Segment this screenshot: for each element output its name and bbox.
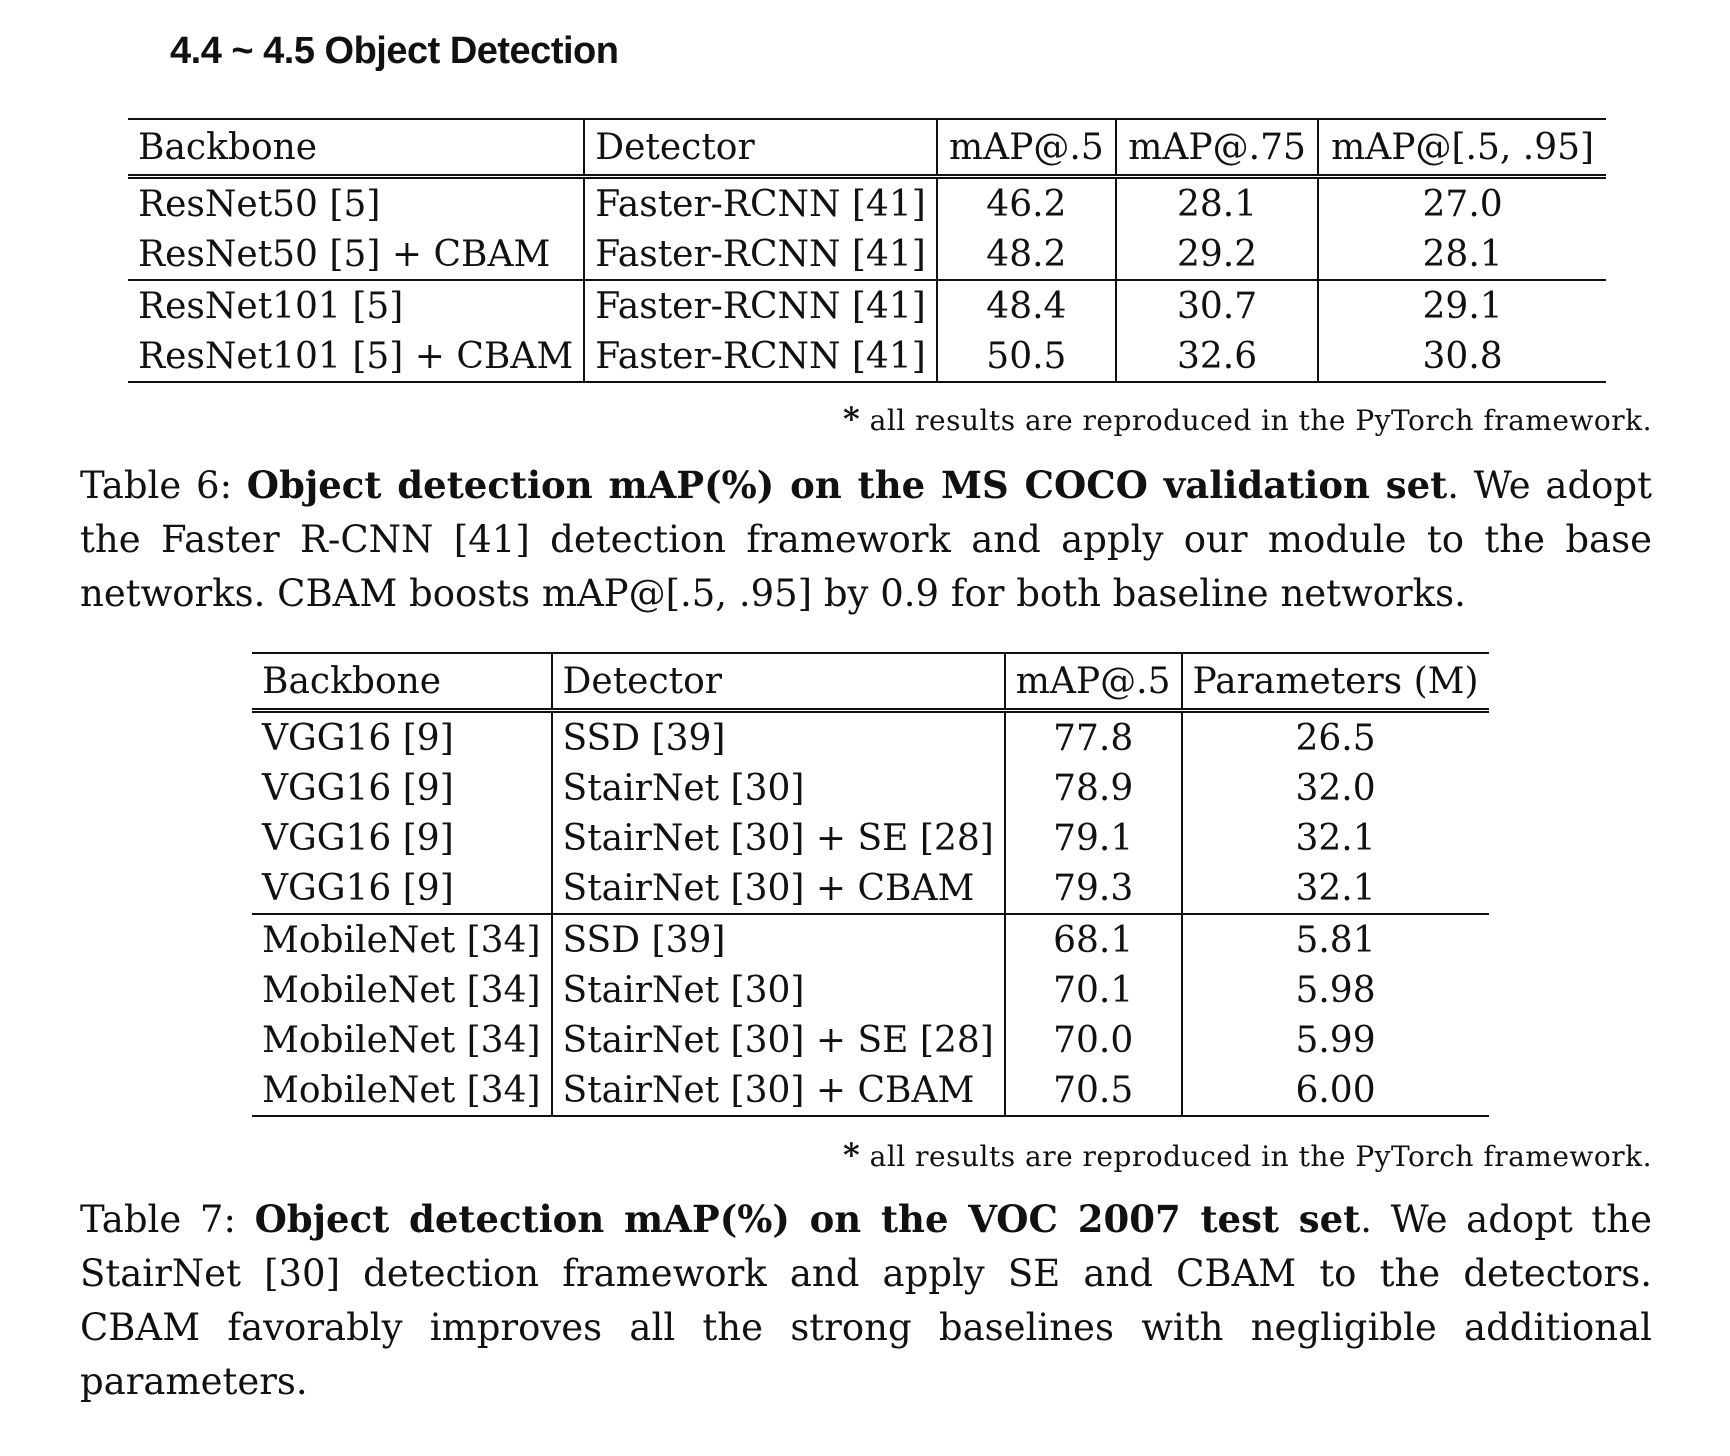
table-row	[252, 863, 1489, 914]
cell-backbone: VGG16 [9]	[252, 863, 552, 914]
cell-map-50: 48.2	[937, 229, 1116, 280]
table-row	[252, 1015, 1489, 1065]
cell-parameters: 32.0	[1295, 767, 1376, 809]
cell-backbone: VGG16 [9]	[252, 813, 552, 863]
header-map-50: mAP@.5	[1005, 653, 1182, 711]
table-row	[252, 965, 1489, 1015]
header-map-75: mAP@.75	[1116, 119, 1318, 177]
cell-parameters: 32.1	[1295, 867, 1376, 909]
footnote-star: *	[843, 400, 861, 438]
header-backbone: Backbone	[128, 119, 584, 177]
table-row	[252, 711, 1489, 764]
cell-map-50: 70.1	[1005, 965, 1182, 1015]
cell-detector: StairNet [30]	[552, 763, 1005, 813]
cell-detector: SSD [39]	[552, 711, 1005, 764]
cell-map-50: 70.5	[1005, 1065, 1182, 1116]
table-row	[252, 763, 1489, 813]
table-row	[252, 1065, 1489, 1116]
footnote-text: all results are reproduced in the PyTorch framework.	[869, 404, 1652, 437]
caption-label: Table 6:	[80, 464, 233, 507]
table-7-header-row	[252, 653, 1489, 711]
cell-map-50: 48.4	[937, 280, 1116, 331]
cell-map-75: 32.6	[1116, 331, 1318, 382]
cell-parameters: 6.00	[1182, 1065, 1489, 1116]
cell-backbone: MobileNet [34]	[252, 1065, 552, 1116]
table-row	[128, 177, 1606, 230]
cell-detector: StairNet [30] + SE [28]	[552, 813, 1005, 863]
cell-detector: Faster-RCNN [41]	[584, 177, 937, 230]
caption-bold: Object detection mAP(%) on the VOC 2007 test set	[254, 1197, 1361, 1241]
cell-backbone: MobileNet [34]	[252, 1015, 552, 1065]
header-parameters: Parameters (M)	[1182, 653, 1489, 711]
table-6-header-row	[128, 119, 1606, 177]
header-detector: Detector	[552, 653, 1005, 711]
section-heading: 4.4 ~ 4.5 Object Detection	[170, 30, 619, 72]
cell-map-50: 46.2	[937, 177, 1116, 230]
caption-bold: Object detection mAP(%) on the MS COCO validation set	[246, 463, 1448, 507]
cell-backbone: MobileNet [34]	[252, 914, 552, 965]
cell-detector: SSD [39]	[552, 914, 1005, 965]
cell-parameters: 26.5	[1295, 717, 1376, 759]
cell-backbone: ResNet101 [5] + CBAM	[128, 331, 584, 382]
header-map-50-95: mAP@[.5, .95]	[1318, 119, 1606, 177]
cell-parameters: 5.99	[1295, 1019, 1376, 1061]
cell-parameters: 5.98	[1295, 969, 1376, 1011]
caption-label: Table 7:	[80, 1198, 236, 1241]
cell-parameters: 32.1	[1295, 817, 1376, 859]
cell-map-75: 30.7	[1116, 280, 1318, 331]
table-row	[128, 280, 1606, 331]
header-detector: Detector	[584, 119, 937, 177]
table-6-footnote	[843, 400, 1652, 438]
cell-detector: Faster-RCNN [41]	[584, 331, 937, 382]
cell-map-75: 28.1	[1116, 177, 1318, 230]
table-row	[128, 229, 1606, 280]
cell-map-50: 79.3	[1005, 863, 1182, 914]
cell-detector: StairNet [30] + CBAM	[552, 1065, 1005, 1116]
table-7-footnote	[843, 1136, 1652, 1174]
table-row	[252, 813, 1489, 863]
cell-backbone: VGG16 [9]	[252, 763, 552, 813]
cell-map-50: 70.0	[1005, 1015, 1182, 1065]
footnote-text: all results are reproduced in the PyTorch framework.	[869, 1140, 1652, 1173]
table-row	[128, 331, 1606, 382]
cell-detector: StairNet [30] + SE [28]	[552, 1015, 1005, 1065]
cell-map-50: 79.1	[1005, 813, 1182, 863]
caption-text: . We adopt the StairNet [30] detection framework and apply SE and CBAM to the detectors. CBAM favorably improves all the strong baselines with negligible additional parameters.	[80, 1198, 1652, 1403]
cell-map-50: 50.5	[937, 331, 1116, 382]
cell-map-50: 78.9	[1005, 763, 1182, 813]
cell-map-50: 68.1	[1005, 914, 1182, 965]
cell-detector: StairNet [30] + CBAM	[552, 863, 1005, 914]
table-7	[252, 652, 1489, 1117]
cell-detector: Faster-RCNN [41]	[584, 280, 937, 331]
cell-map-50-95: 27.0	[1422, 183, 1503, 225]
cell-map-50-95: 30.8	[1318, 331, 1606, 382]
cell-backbone: ResNet101 [5]	[128, 280, 584, 331]
cell-detector: StairNet [30]	[552, 965, 1005, 1015]
cell-backbone: ResNet50 [5]	[128, 177, 584, 230]
caption-text: . We adopt the Faster R-CNN [41] detection framework and apply our module to the base networks. CBAM boosts mAP@[.5, .95] by 0.9 for both baseline networks.	[80, 464, 1652, 615]
cell-map-50-95: 28.1	[1422, 233, 1503, 275]
cell-backbone: VGG16 [9]	[252, 711, 552, 764]
table-6-caption	[80, 458, 1652, 621]
header-backbone: Backbone	[252, 653, 552, 711]
table-6	[128, 118, 1606, 383]
footnote-star: *	[843, 1136, 861, 1174]
cell-map-50-95: 29.1	[1318, 280, 1606, 331]
cell-map-50: 77.8	[1005, 711, 1182, 764]
cell-backbone: ResNet50 [5] + CBAM	[128, 229, 584, 280]
table-row	[252, 914, 1489, 965]
cell-parameters: 5.81	[1182, 914, 1489, 965]
cell-detector: Faster-RCNN [41]	[584, 229, 937, 280]
header-map-50: mAP@.5	[937, 119, 1116, 177]
table-7-caption	[80, 1192, 1652, 1409]
cell-backbone: MobileNet [34]	[252, 965, 552, 1015]
cell-map-75: 29.2	[1116, 229, 1318, 280]
